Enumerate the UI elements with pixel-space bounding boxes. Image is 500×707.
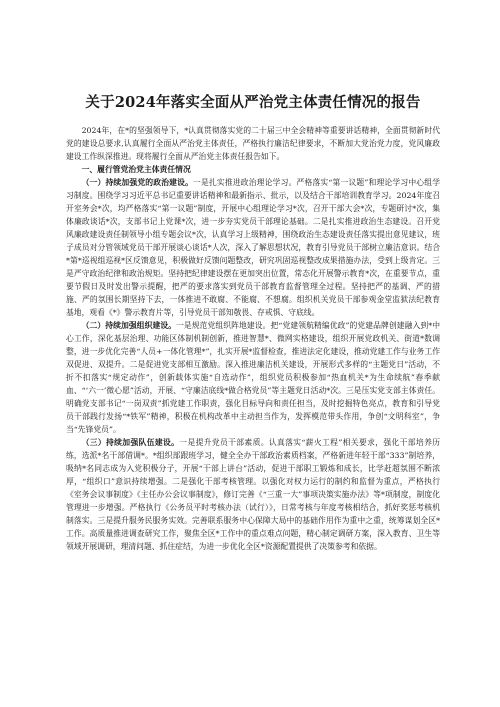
subsection-body: 一是提升党员干部素质。认真落实“薪火工程”相关要求，强化干部培养历练，选派*名干部借调*。*组织部跟班学习，健全全办干部政治素质档案，严格新进年轻干部“333”制培养，吸纳*名同志成为入党积极分子，开展“干部上讲台”活动，促进干部职工锻炼和成长，比学赶超氛围不断浓厚，“组织口”意识持续增强。二是强化干部考核管理。以强化对权力运行的制约和监督为重点，严格执行《室务会议事制度》《主任办公会议事制度》，修订完善《“三重一大”事项决策实施办法》等*项制度，制度化管理进一步增强。严格执行《公务员平时考核办法（试行）》，日常考核与年度考核相结合，抓好奖惩考核机制落实。三是提升服务民服务实效。完善联系服务中心保障大局中的基础作用作为重中之重，统筹谋划全区*工作。高质量推进调查研究工作，聚焦全区*工作中的重点难点问题，精心制定调研方案，深入教育、卫生等领域开展调研，理清问题、抓住症结，为进一步优化全区*资源配置提供了决策参考和依据。 [66, 438, 441, 551]
subsection-heading: （三）持续加强队伍建设。 [81, 438, 180, 447]
subsection-body: 一是扎实推进政治理论学习。严格落实“第一议题”和理论学习中心组学习制度。围绕学习习近平总书记重要讲话精神和最新指示、批示，以及结合干部培训教育学习。2024年度召开室务会*次，均严格落实“第一议题”制度，开展中心组理论学习*次，召开干部大会*次，专题研讨*次，集体廉政谈话*次，支部书记上党课*次，进一步夯实党员干部理论基础。二是扎实推进政治生态建设。召开党风廉政建设责任制领导小组专题会议*次，认真学习上级精神，围绕政治生态建设责任落实提出意见建议，班子成员对分管领域党员干部开展谈心谈话*人次，深入了解思想状况，教育引导党员干部树立廉洁意识。结合*第*巡视组巡视*区反馈意见，积极做好反馈问题整改，研究巩固巡视整改成果措施办法，受到上级肯定。三是严守政治纪律和政治规矩。坚持把纪律建设摆在更加突出位置，常态化开展警示教育*次，在重要节点，重要节假日及时发出警示提醒，把严的要求落实到党员干部教育监督管理全过程。坚持把严的基调、严的措施、严的氛围长期坚持下去，一体推进不敢腐、不能腐、不想腐。组织机关党员干部参观金堂监狱法纪教育基地，观看《*》警示教育片等，引导党员干部知敬畏、存戒惧、守底线。 [66, 178, 440, 317]
subsection-team [66, 436, 440, 553]
intro-paragraph: 2024年，在*的坚强领导下，*认真贯彻落实党的二十届三中全会精神等重要讲话精神，全面贯彻新时代党的建设总要求,认真履行全面从严治党主体责任，严格执行廉洁纪律要求，不断加大党治党力度，党风廉政建设工作纵深推进。现将履行全面从严治党主体责任报告如下。 [66, 126, 440, 161]
subsection-organization [66, 319, 440, 436]
subsection-political [66, 176, 440, 319]
document-body [66, 124, 440, 553]
subsection-heading: （一）持续加强党的政治建设。 [81, 178, 194, 187]
subsection-body: 一是规范党组织阵地建设。把“党建领航精编优政”的党建品牌创建融入到*中心工作，深化基层治理、功能区体制机制创新，推进智慧*、微网实格建设，组织开展党政机关、街道*数调整，进一步优化完善“人员+一体化管理*”，扎实开展*监督检查，推进法定化建设，推动党建工作与业务工作双促进、双提升。二是促进党支部相互激励。深入推进廉洁机关建设，开展形式多样的“主题党日”活动，不折不扣落实“规定动作”，创新载体实施“自选动作”，组织党员积极参加“热血机关*为生命续航”春季献血、“‘六一’微心愿”活动，开展、“守廉洁底线*做合格党员”等主题党日活动*次。三是压实党支部主体责任。明确党支部书记“一岗双责”抓党建工作职责，强化目标导向和责任担当，及时挖掘特色亮点，教育和引导党员干部践行发扬“*铁军”精神，积极在机构改革中主动担当作为，发挥模范带头作用，争创“文明科室”，争当“先锋党员”。 [66, 321, 440, 434]
subsection-heading: （二）持续加强组织建设。 [81, 321, 177, 330]
document-title: 关于2024年落实全面从严治党主体责任情况的报告 [85, 94, 421, 111]
section-heading: 一、履行管党治党主体责任情况 [81, 165, 191, 174]
